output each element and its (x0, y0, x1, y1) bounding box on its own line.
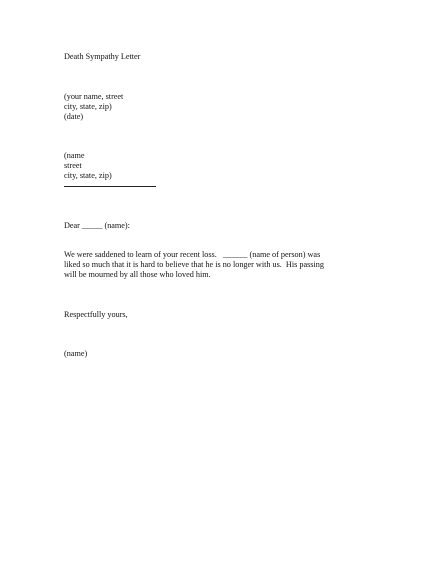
body-line-2: liked so much that it is hard to believe that he is no longer with us. His passing (64, 260, 324, 269)
recipient-name: (name (64, 151, 85, 160)
body-line-1: We were saddened to learn of your recent loss. ______ (name of person) was (64, 250, 321, 259)
sender-address-line-2: city, state, zip) (64, 102, 112, 111)
recipient-city-state-zip: city, state, zip) (64, 171, 112, 180)
letter-title: Death Sympathy Letter (64, 52, 141, 61)
signature-name: (name) (64, 349, 88, 358)
body-line-3: will be mourned by all those who loved him. (64, 270, 211, 279)
salutation: Dear _____ (name): (64, 221, 130, 230)
sender-date: (date) (64, 112, 84, 121)
sender-address-line-1: (your name, street (64, 92, 124, 101)
recipient-street: street (64, 161, 82, 170)
closing: Respectfully yours, (64, 310, 128, 319)
address-divider (64, 186, 156, 187)
